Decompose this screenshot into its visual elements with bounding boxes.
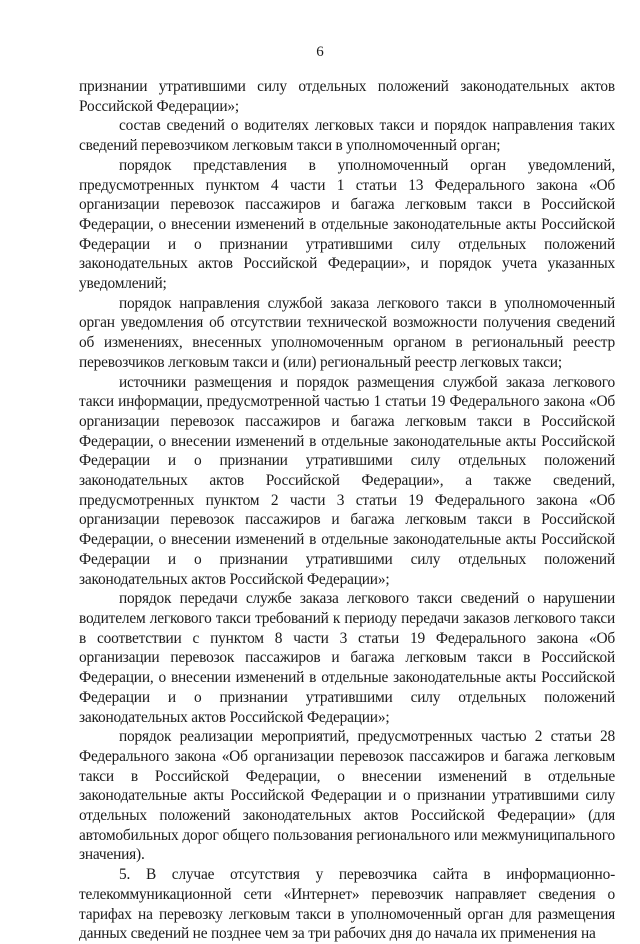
document-body	[79, 77, 615, 944]
paragraph-info-sources: источники размещения и порядок размещения службой заказа легкового такси информации, предусмотренной частью 1 статьи 19 Федерального закона «Об организации перевозок пассажиров и багажа легковым такси в Российской Федерации, о внесении изменений в отдельные законодательные акты Российской Федерации и о признании утратившими силу отдельных положений законодательных актов Российской Федерации», а также сведений, предусмотренных пунктом 2 части 3 статьи 19 Федерального закона «Об организации перевозок пассажиров и багажа легковым такси в Российской Федерации, о внесении изменений в отдельные законодательные акты Российской Федерации и о признании утратившими силу отдельных положений законодательных актов Российской Федерации»;	[79, 373, 615, 588]
paragraph-item-5: 5. В случае отсутствия у перевозчика сайта в информационно-телекоммуникационной сети «Интернет» перевозчик направляет сведения о тарифах на перевозку легковым такси в уполномоченный орган для размещения данных сведений не позднее чем за три рабочих дня до начала их применения на	[79, 866, 615, 943]
paragraph-notifications: порядок представления в уполномоченный орган уведомлений, предусмотренных пунктом 4 части 1 статьи 13 Федерального закона «Об организации перевозок пассажиров и багажа легковым такси в Российской Федерации, о внесении изменений в отдельные законодательные акты Российской Федерации и о признании утратившими силу отдельных положений законодательных актов Российской Федерации», и порядок учета указанных уведомлений;	[79, 156, 615, 293]
paragraph-continuation: признании утратившими силу отдельных положений законодательных актов Российской Федерации»;	[79, 78, 615, 115]
paragraph-measures: порядок реализации мероприятий, предусмотренных частью 2 статьи 28 Федерального закона «Об организации перевозок пассажиров и багажа легковым такси в Российской Федерации, о внесении изменений в отдельные законодательные акты Российской Федерации и о признании утратившими силу отдельных положений законодательных актов Российской Федерации» (для автомобильных дорог общего пользования регионального или межмуниципального значения).	[79, 728, 615, 864]
paragraph-technical-notice: порядок направления службой заказа легкового такси в уполномоченный орган уведомления об отсутствии технической возможности получения сведений об изменениях, внесенных уполномоченным органом в региональный реестр перевозчиков легковым такси и (или) региональный реестр легковых такси;	[79, 294, 615, 371]
paragraph-driver-info: состав сведений о водителях легковых такси и порядок направления таких сведений перевозчиком легковым такси в уполномоченный орган;	[79, 117, 615, 155]
paragraph-violation-data: порядок передачи службе заказа легкового такси сведений о нарушении водителем легкового такси требований к периоду передачи заказов легкового такси в соответствии с пунктом 8 части 3 статьи 19 Федерального закона «Об организации перевозок пассажиров и багажа легковым такси в Российской Федерации, о внесении изменений в отдельные законодательные акты Российской Федерации и о признании утратившими силу отдельных положений законодательных актов Российской Федерации»;	[79, 590, 615, 726]
page-number: 6	[316, 44, 324, 60]
